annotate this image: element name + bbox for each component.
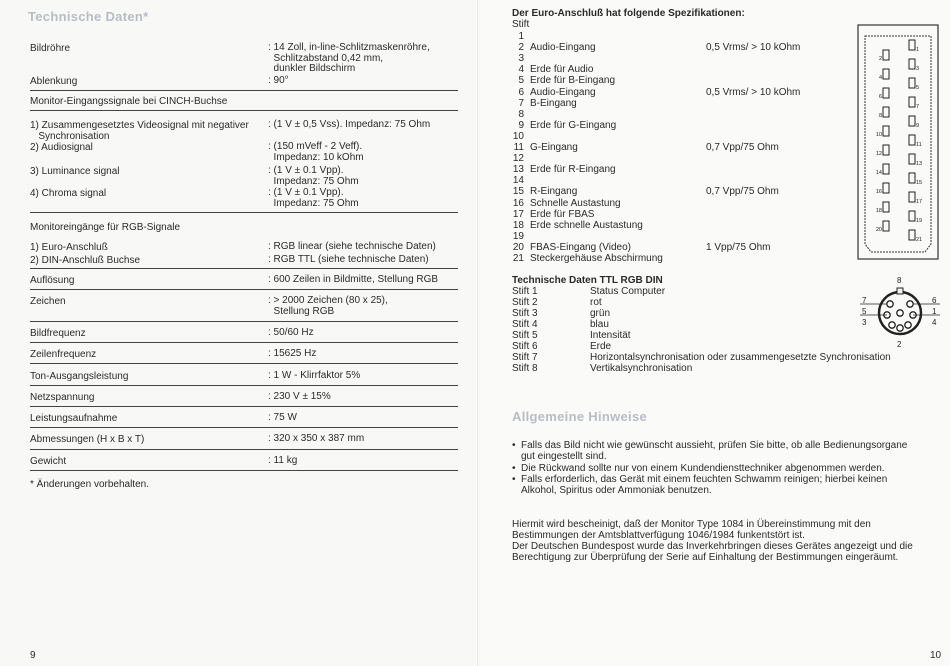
- stift-label: Stift: [512, 19, 530, 30]
- pin-number: 15: [512, 186, 524, 198]
- pin-description: Erde für Audio: [530, 64, 594, 76]
- spec-value-line: : 1 W - Klirrfaktor 5%: [268, 370, 361, 381]
- din-pin: [897, 310, 903, 316]
- spec-value-line: : > 2000 Zeichen (80 x 25),: [268, 295, 388, 306]
- spec-value: [268, 43, 430, 75]
- footnote: * Änderungen vorbehalten.: [30, 479, 149, 490]
- spec-label: [30, 142, 93, 153]
- pin-number: 14: [512, 175, 524, 187]
- pin-number: 21: [512, 253, 524, 264]
- hinweis-line: Falls erforderlich, das Gerät mit einem feuchten Schwamm reinigen; hierbei keinen: [521, 474, 888, 485]
- scart-pin-label: 13: [916, 161, 923, 167]
- scart-pin-left: [883, 126, 889, 136]
- spec-label-line: 2) Audiosignal: [30, 142, 93, 153]
- scart-pin-label: 3: [916, 66, 920, 72]
- spec-value: [268, 328, 314, 339]
- ttl-description: Vertikalsynchronisation: [590, 363, 693, 374]
- ttl-description: blau: [590, 319, 609, 330]
- spec-label-line: Gewicht: [30, 456, 67, 467]
- spec-value-line: : RGB linear (siehe technische Daten): [268, 241, 436, 252]
- spec-value-line: : 600 Zeilen in Bildmitte, Stellung RGB: [268, 274, 439, 285]
- pin-number: 19: [512, 230, 524, 242]
- ttl-description: grün: [590, 308, 611, 319]
- scart-pin-left: [883, 164, 889, 174]
- spec-label-line: Zeichen: [30, 296, 66, 307]
- spec-value-line: Impedanz: 10 kOhm: [268, 151, 364, 163]
- din-key-notch: [897, 288, 903, 294]
- pin-value: 0,7 Vpp/75 Ohm: [706, 142, 779, 153]
- divider-line: [30, 342, 458, 343]
- scart-pin-label: 5: [916, 85, 920, 91]
- page-number-left: 9: [30, 650, 36, 661]
- pin-number: 1: [518, 31, 524, 42]
- hinweis-line: Alkohol, Spiritus oder Ammoniak benutzen.: [521, 485, 712, 496]
- divider-line: [30, 363, 458, 364]
- ttl-stift: Stift 4: [512, 319, 538, 330]
- certification-line: Berechtigung zur Überprüfung der Serie auf Einhaltung der Bestimmungen eingeräumt.: [512, 552, 899, 563]
- din-pin-label: 6: [932, 296, 937, 305]
- scart-pin-left: [883, 69, 889, 79]
- scart-pin-right: [909, 173, 915, 183]
- spec-label-line: Netzspannung: [30, 392, 95, 403]
- din-pin-label: 1: [932, 307, 937, 316]
- scart-pin-label: 19: [916, 218, 923, 224]
- pin-description: FBAS-Eingang (Video): [530, 241, 631, 253]
- pin-number: 8: [518, 108, 524, 120]
- din-pin-label: 3: [862, 318, 867, 327]
- spec-value-line: dunkler Bildschirm: [268, 63, 356, 74]
- scart-pin-label: 14: [875, 170, 882, 176]
- spec-value: [268, 371, 360, 382]
- divider-line: [30, 470, 458, 471]
- pin-number: 3: [518, 53, 524, 65]
- pin-description: Audio-Eingang: [530, 86, 596, 98]
- pin-number: 11: [513, 142, 524, 153]
- spec-value-line: Schlitzabstand 0,42 mm,: [268, 52, 384, 64]
- din-pin-label: 8: [897, 276, 902, 285]
- rgb-heading: Monitoreingänge für RGB-Signale: [30, 222, 181, 233]
- scart-outer-frame: [858, 25, 938, 259]
- scart-pin-right: [909, 59, 915, 69]
- scart-connector-diagram: [857, 24, 939, 260]
- scart-pin-label: 8: [878, 113, 882, 119]
- pin-number: 17: [512, 208, 524, 220]
- pin-number: 12: [512, 153, 524, 165]
- scart-pin-label: 21: [916, 237, 923, 243]
- din-pin-label: 5: [862, 307, 867, 316]
- hinweis-line: Die Rückwand sollte nur von einem Kundendiensttechniker abgenommen werden.: [521, 463, 885, 474]
- pin-value: 0,7 Vpp/75 Ohm: [706, 186, 779, 198]
- page-title: Technische Daten*: [28, 9, 149, 24]
- pin-description: Erde schnelle Austastung: [530, 219, 643, 231]
- pin-description: Schnelle Austastung: [530, 197, 621, 209]
- ttl-stift: Stift 5: [512, 330, 538, 341]
- scart-pin-label: 15: [916, 180, 923, 186]
- scart-pin-right: [909, 78, 915, 88]
- scart-pin-label: 11: [916, 142, 922, 148]
- ttl-description: Intensität: [590, 330, 631, 341]
- ttl-heading: Technische Daten TTL RGB DIN: [512, 275, 663, 286]
- spec-value-line: : 90°: [268, 75, 289, 86]
- spec-label-line: 3) Luminance signal: [30, 166, 120, 177]
- spec-label: [30, 188, 106, 199]
- spec-value-line: : 75 W: [268, 412, 297, 423]
- spec-label: [30, 43, 70, 54]
- spec-value-line: : 11 kg: [268, 455, 298, 466]
- divider-line: [30, 268, 458, 269]
- pin-number: 4: [518, 64, 524, 76]
- pin-description: Erde für B-Eingang: [530, 75, 616, 87]
- ttl-stift: Stift 8: [512, 363, 538, 374]
- scart-pin-left: [883, 221, 889, 231]
- pin-number: 16: [512, 197, 524, 209]
- spec-label-line: 2) DIN-Anschluß Buchse: [30, 255, 141, 266]
- pin-number: 6: [518, 86, 524, 98]
- spec-value: [268, 255, 429, 266]
- pin-description: Steckergehäuse Abschirmung: [530, 253, 663, 264]
- scart-pin-left: [883, 145, 889, 155]
- hinweis-text: [521, 440, 941, 462]
- spec-label-line: Zeilenfrequenz: [30, 349, 97, 360]
- divider-line: [30, 406, 458, 407]
- divider-line: [30, 385, 458, 386]
- scart-pin-label: 7: [916, 104, 920, 110]
- spec-value-line: : 14 Zoll, in-line-Schlitzmaskenröhre,: [268, 42, 430, 53]
- pin-number: 13: [512, 164, 524, 176]
- din-pin: [887, 301, 893, 307]
- ttl-description: Erde: [590, 341, 612, 352]
- scart-pin-right: [909, 135, 915, 145]
- din-pin: [889, 322, 895, 328]
- scart-pin-label: 10: [875, 132, 882, 138]
- spec-value-line: : (1 V ± 0,5 Vss). Impedanz: 75 Ohm: [268, 119, 431, 130]
- din-pin-label: 4: [932, 318, 937, 327]
- scart-pin-label: 12: [875, 151, 882, 157]
- ttl-stift: Stift 3: [512, 308, 538, 319]
- scart-pin-label: 9: [916, 123, 920, 129]
- certification-line: Der Deutschen Bundespost wurde das Inverkehrbringen dieses Gerätes angezeigt und die: [512, 541, 913, 552]
- ttl-description: Horizontalsynchronisation oder zusammengesetzte Synchronisation: [590, 352, 891, 363]
- pin-description: R-Eingang: [530, 186, 578, 198]
- pin-number: 18: [512, 219, 524, 231]
- scart-pin-label: 4: [878, 75, 882, 81]
- spec-value: [268, 142, 364, 163]
- spec-label: [30, 255, 140, 266]
- hinweis-text: [521, 463, 941, 474]
- scart-pin-right: [909, 40, 915, 50]
- scart-pin-label: 20: [875, 227, 882, 233]
- scart-pin-right: [909, 211, 915, 221]
- scart-pin-left: [883, 183, 889, 193]
- spec-value: [268, 120, 430, 131]
- spec-value: [268, 275, 438, 286]
- spec-value: [268, 434, 364, 445]
- scart-pin-label: 18: [875, 208, 882, 214]
- bullet-icon: •: [512, 463, 516, 474]
- hinweis-line: gut eingestellt sind.: [521, 451, 607, 462]
- certification-paragraph: [512, 519, 942, 563]
- spec-label-line: Ton-Ausgangsleistung: [30, 371, 129, 382]
- spec-value-line: : (150 mVeff - 2 Veff).: [268, 141, 363, 152]
- pin-description: Audio-Eingang: [530, 42, 596, 54]
- scart-pin-label: 1: [916, 47, 920, 53]
- pin-number: 5: [518, 75, 524, 87]
- pin-description: G-Eingang: [530, 142, 578, 153]
- pin-value: 0,5 Vrms/ > 10 kOhm: [706, 42, 801, 54]
- spec-label-line: 1) Zusammengesetztes Videosignal mit negativer: [30, 120, 249, 131]
- spec-label: [30, 328, 86, 339]
- scart-pin-right: [909, 192, 915, 202]
- ttl-stift: Stift 6: [512, 341, 538, 352]
- spec-label-line: Abmessungen (H x B x T): [30, 434, 145, 445]
- divider-line: [30, 427, 458, 428]
- scart-pin-label: 6: [878, 94, 882, 100]
- right-page: [480, 0, 950, 666]
- pin-number: 7: [518, 97, 524, 109]
- din-pin: [897, 325, 903, 331]
- spec-label-line: Synchronisation: [30, 131, 110, 142]
- spec-label: [30, 349, 96, 360]
- din-pin: [907, 301, 913, 307]
- spec-value-line: : 50/60 Hz: [268, 327, 314, 338]
- scart-pin-left: [883, 88, 889, 98]
- scart-pin-left: [883, 50, 889, 60]
- spec-label: [30, 413, 117, 424]
- certification-line: Hiermit wird bescheinigt, daß der Monitor Type 1084 in Übereinstimmung mit den: [512, 519, 871, 530]
- certification-line: Bestimmungen der Amtsblattverfügung 1046/1984 funkentstört ist.: [512, 530, 805, 541]
- cinch-heading: Monitor-Eingangssignale bei CINCH-Buchse: [30, 96, 228, 107]
- spec-value: [268, 456, 297, 467]
- spec-value: [268, 166, 359, 187]
- spec-label-line: Auflösung: [30, 275, 75, 286]
- scart-pin-label: 2: [878, 56, 882, 62]
- divider-line: [30, 449, 458, 450]
- spec-label: [30, 120, 249, 142]
- spec-value: [268, 392, 331, 403]
- divider-line: [30, 90, 458, 91]
- pin-value: 0,5 Vrms/ > 10 kOhm: [706, 86, 801, 98]
- spec-value-line: : RGB TTL (siehe technische Daten): [268, 254, 429, 265]
- spec-value: [268, 76, 289, 87]
- divider-line: [30, 289, 458, 290]
- spec-value-line: : 15625 Hz: [268, 348, 317, 359]
- spec-label: [30, 371, 128, 382]
- spec-label-line: Leistungsaufnahme: [30, 413, 118, 424]
- spec-label: [30, 242, 108, 253]
- spec-label: [30, 434, 144, 445]
- spec-value: [268, 242, 436, 253]
- spec-value-line: : 320 x 350 x 387 mm: [268, 433, 365, 444]
- hinweis-text: [521, 474, 941, 496]
- spec-value-line: Stellung RGB: [268, 305, 335, 317]
- din-pin-label: 2: [897, 340, 902, 349]
- spec-label: [30, 166, 120, 177]
- spec-value-line: Impedanz: 75 Ohm: [268, 197, 359, 209]
- pin-description: Erde für FBAS: [530, 208, 595, 220]
- spec-value-line: : (1 V ± 0.1 Vpp).: [268, 165, 344, 176]
- din-pin-label: 7: [862, 296, 867, 305]
- spec-value: [268, 188, 359, 209]
- din-pin: [905, 322, 911, 328]
- divider-line: [30, 321, 458, 322]
- spec-value-line: Impedanz: 75 Ohm: [268, 175, 359, 187]
- pin-number: 9: [518, 119, 524, 131]
- scart-pin-left: [883, 202, 889, 212]
- spec-label: [30, 392, 95, 403]
- scart-pin-right: [909, 116, 915, 126]
- bullet-icon: •: [512, 474, 516, 485]
- spec-label-line: Ablenkung: [30, 76, 78, 87]
- ttl-stift: Stift 7: [512, 352, 538, 363]
- ttl-description: Status Computer: [590, 286, 666, 297]
- pin-description: Erde für R-Eingang: [530, 164, 616, 176]
- pin-description: B-Eingang: [530, 97, 577, 109]
- ttl-description: rot: [590, 297, 602, 308]
- spec-label-line: 4) Chroma signal: [30, 188, 107, 199]
- bullet-icon: •: [512, 440, 516, 451]
- scart-pin-label: 16: [875, 189, 882, 195]
- scart-pin-right: [909, 154, 915, 164]
- din-connector-diagram: [860, 275, 940, 351]
- spec-value: [268, 296, 388, 317]
- spec-value: [268, 413, 297, 424]
- pin-value: 1 Vpp/75 Ohm: [706, 241, 771, 253]
- scart-pin-label: 17: [916, 199, 923, 205]
- hinweis-line: Falls das Bild nicht wie gewünscht aussieht, prüfen Sie bitte, ob alle Bedienungsorgane: [521, 440, 908, 451]
- divider-line: [30, 212, 458, 213]
- spec-label-line: 1) Euro-Anschluß: [30, 242, 108, 253]
- scart-pin-right: [909, 97, 915, 107]
- spec-label: [30, 275, 74, 286]
- hinweise-title: Allgemeine Hinweise: [512, 409, 648, 424]
- euro-heading: Der Euro-Anschluß hat folgende Spezifikationen:: [512, 8, 745, 19]
- pin-description: Erde für G-Eingang: [530, 119, 617, 131]
- pin-number: 2: [518, 42, 524, 54]
- spec-value-line: : (1 V ± 0.1 Vpp).: [268, 187, 344, 198]
- scart-pin-right: [909, 230, 915, 240]
- scart-pin-left: [883, 107, 889, 117]
- divider-line: [30, 110, 458, 111]
- spec-label: [30, 76, 77, 87]
- ttl-stift: Stift 1: [512, 286, 538, 297]
- spec-label: [30, 456, 66, 467]
- spec-value: [268, 349, 316, 360]
- pin-number: 10: [512, 130, 524, 142]
- spec-value-line: : 230 V ± 15%: [268, 391, 331, 402]
- spec-label-line: Bildröhre: [30, 43, 71, 54]
- ttl-stift: Stift 2: [512, 297, 538, 308]
- spec-label: [30, 296, 66, 307]
- spec-label-line: Bildfrequenz: [30, 328, 86, 339]
- page-number-right: 10: [930, 650, 942, 661]
- pin-number: 20: [512, 241, 524, 253]
